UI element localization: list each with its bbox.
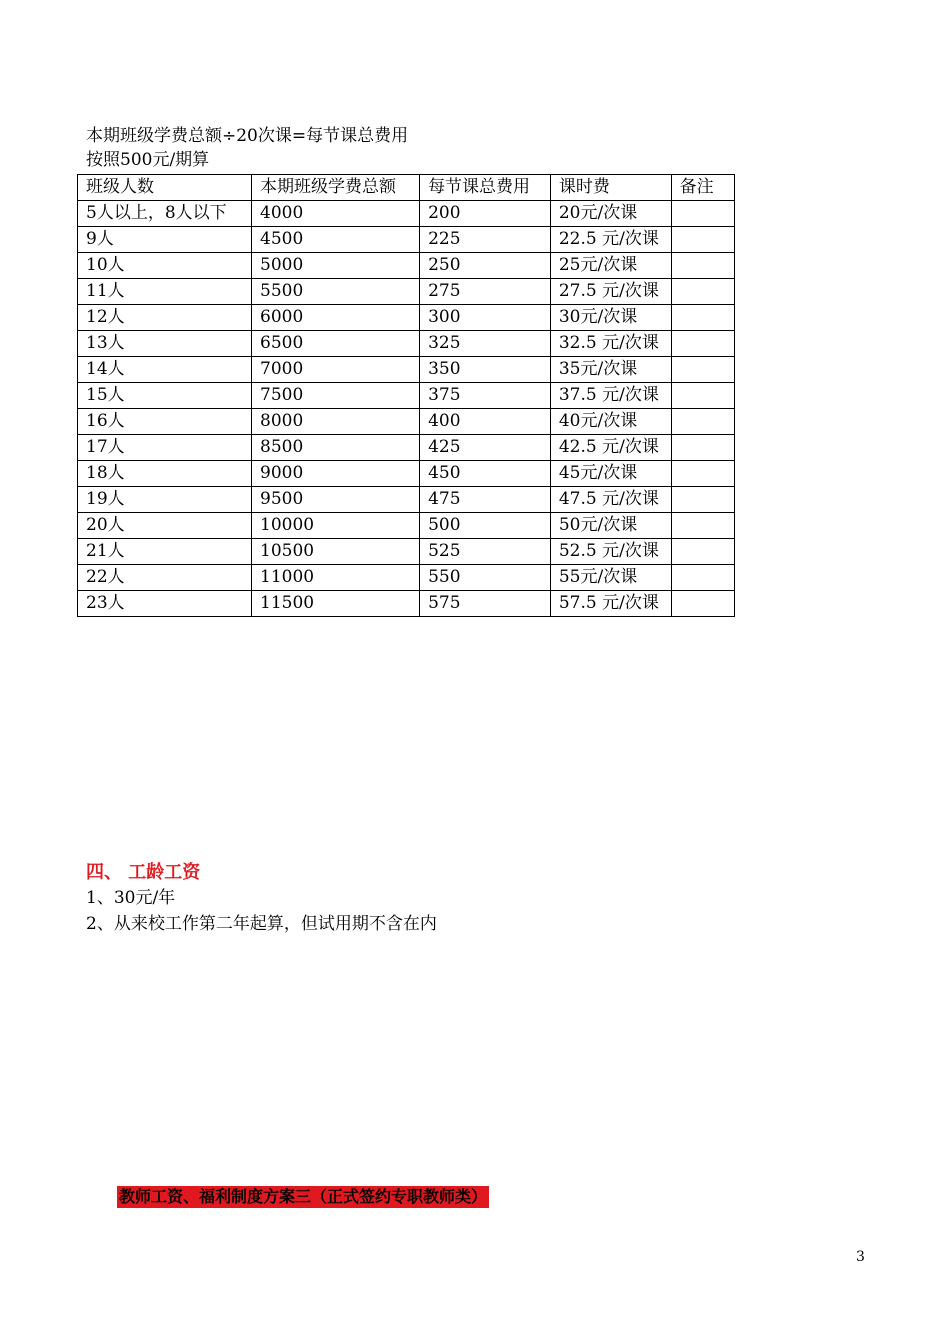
cell-per-lesson-total: 375 bbox=[420, 383, 551, 409]
cell-lesson-fee: 40元/次课 bbox=[550, 409, 671, 435]
cell-per-lesson-total: 575 bbox=[420, 591, 551, 617]
seniority-pay-items bbox=[86, 885, 437, 937]
table-row bbox=[78, 331, 735, 357]
cell-per-lesson-total: 450 bbox=[420, 461, 551, 487]
cell-per-lesson-total: 200 bbox=[420, 201, 551, 227]
cell-lesson-fee: 47.5 元/次课 bbox=[550, 487, 671, 513]
header-lesson-fee: 课时费 bbox=[550, 175, 671, 201]
cell-lesson-fee: 50元/次课 bbox=[550, 513, 671, 539]
cell-total-tuition: 8500 bbox=[252, 435, 420, 461]
cell-remarks bbox=[671, 253, 734, 279]
cell-total-tuition: 10000 bbox=[252, 513, 420, 539]
cell-remarks bbox=[671, 591, 734, 617]
table-row bbox=[78, 539, 735, 565]
cell-class-size: 9人 bbox=[78, 227, 252, 253]
table-row bbox=[78, 357, 735, 383]
cell-remarks bbox=[671, 383, 734, 409]
cell-lesson-fee: 22.5 元/次课 bbox=[550, 227, 671, 253]
page-number: 3 bbox=[856, 1249, 865, 1265]
cell-per-lesson-total: 300 bbox=[420, 305, 551, 331]
cell-total-tuition: 8000 bbox=[252, 409, 420, 435]
header-total-tuition: 本期班级学费总额 bbox=[252, 175, 420, 201]
cell-total-tuition: 11000 bbox=[252, 565, 420, 591]
cell-lesson-fee: 35元/次课 bbox=[550, 357, 671, 383]
cell-per-lesson-total: 400 bbox=[420, 409, 551, 435]
cell-class-size: 11人 bbox=[78, 279, 252, 305]
cell-per-lesson-total: 425 bbox=[420, 435, 551, 461]
cell-total-tuition: 11500 bbox=[252, 591, 420, 617]
cell-class-size: 13人 bbox=[78, 331, 252, 357]
table-row bbox=[78, 513, 735, 539]
table-row bbox=[78, 435, 735, 461]
cell-remarks bbox=[671, 331, 734, 357]
table-row bbox=[78, 305, 735, 331]
formula-line: 本期班级学费总额÷20次课=每节课总费用 bbox=[86, 126, 409, 146]
cell-lesson-fee: 45元/次课 bbox=[550, 461, 671, 487]
cell-remarks bbox=[671, 409, 734, 435]
section-title-seniority-pay: 四、 工龄工资 bbox=[86, 862, 201, 883]
cell-class-size: 17人 bbox=[78, 435, 252, 461]
cell-per-lesson-total: 250 bbox=[420, 253, 551, 279]
cell-class-size: 16人 bbox=[78, 409, 252, 435]
cell-remarks bbox=[671, 461, 734, 487]
table-row bbox=[78, 591, 735, 617]
cell-class-size: 5人以上，8人以下 bbox=[78, 201, 252, 227]
cell-per-lesson-total: 225 bbox=[420, 227, 551, 253]
table-row bbox=[78, 461, 735, 487]
cell-remarks bbox=[671, 227, 734, 253]
cell-total-tuition: 5000 bbox=[252, 253, 420, 279]
cell-per-lesson-total: 275 bbox=[420, 279, 551, 305]
cell-class-size: 20人 bbox=[78, 513, 252, 539]
cell-total-tuition: 9000 bbox=[252, 461, 420, 487]
cell-class-size: 19人 bbox=[78, 487, 252, 513]
table-row bbox=[78, 227, 735, 253]
cell-total-tuition: 5500 bbox=[252, 279, 420, 305]
header-class-size: 班级人数 bbox=[78, 175, 252, 201]
cell-class-size: 12人 bbox=[78, 305, 252, 331]
cell-total-tuition: 4500 bbox=[252, 227, 420, 253]
cell-per-lesson-total: 475 bbox=[420, 487, 551, 513]
cell-class-size: 18人 bbox=[78, 461, 252, 487]
cell-per-lesson-total: 525 bbox=[420, 539, 551, 565]
cell-lesson-fee: 42.5 元/次课 bbox=[550, 435, 671, 461]
cell-class-size: 21人 bbox=[78, 539, 252, 565]
cell-lesson-fee: 37.5 元/次课 bbox=[550, 383, 671, 409]
cell-remarks bbox=[671, 435, 734, 461]
cell-per-lesson-total: 350 bbox=[420, 357, 551, 383]
cell-remarks bbox=[671, 513, 734, 539]
list-item: 1、30元/年 bbox=[86, 888, 176, 908]
cell-lesson-fee: 57.5 元/次课 bbox=[550, 591, 671, 617]
table-row bbox=[78, 487, 735, 513]
cell-remarks bbox=[671, 279, 734, 305]
cell-total-tuition: 6500 bbox=[252, 331, 420, 357]
cell-lesson-fee: 27.5 元/次课 bbox=[550, 279, 671, 305]
cell-remarks bbox=[671, 487, 734, 513]
cell-class-size: 10人 bbox=[78, 253, 252, 279]
basis-line: 按照500元/期算 bbox=[86, 150, 210, 170]
cell-total-tuition: 7500 bbox=[252, 383, 420, 409]
cell-class-size: 15人 bbox=[78, 383, 252, 409]
list-item: 2、从来校工作第二年起算，但试用期不含在内 bbox=[86, 914, 437, 934]
cell-lesson-fee: 25元/次课 bbox=[550, 253, 671, 279]
cell-class-size: 14人 bbox=[78, 357, 252, 383]
table-row bbox=[78, 409, 735, 435]
cell-lesson-fee: 32.5 元/次课 bbox=[550, 331, 671, 357]
table-row bbox=[78, 201, 735, 227]
table-row bbox=[78, 383, 735, 409]
cell-total-tuition: 9500 bbox=[252, 487, 420, 513]
table-row bbox=[78, 565, 735, 591]
cell-per-lesson-total: 500 bbox=[420, 513, 551, 539]
cell-remarks bbox=[671, 305, 734, 331]
table-header-row bbox=[78, 175, 735, 201]
header-per-lesson-total: 每节课总费用 bbox=[420, 175, 551, 201]
table-row bbox=[78, 279, 735, 305]
cell-per-lesson-total: 550 bbox=[420, 565, 551, 591]
cell-class-size: 23人 bbox=[78, 591, 252, 617]
cell-remarks bbox=[671, 357, 734, 383]
cell-remarks bbox=[671, 201, 734, 227]
cell-total-tuition: 7000 bbox=[252, 357, 420, 383]
plan-heading-banner: 教师工资、福利制度方案三（正式签约专职教师类） bbox=[119, 1187, 488, 1206]
cell-class-size: 22人 bbox=[78, 565, 252, 591]
table-row bbox=[78, 253, 735, 279]
cell-lesson-fee: 52.5 元/次课 bbox=[550, 539, 671, 565]
cell-total-tuition: 6000 bbox=[252, 305, 420, 331]
cell-lesson-fee: 30元/次课 bbox=[550, 305, 671, 331]
cell-lesson-fee: 55元/次课 bbox=[550, 565, 671, 591]
cell-total-tuition: 10500 bbox=[252, 539, 420, 565]
header-remarks: 备注 bbox=[671, 175, 734, 201]
fee-table bbox=[77, 174, 735, 617]
cell-total-tuition: 4000 bbox=[252, 201, 420, 227]
cell-remarks bbox=[671, 565, 734, 591]
intro-text bbox=[86, 124, 408, 172]
cell-lesson-fee: 20元/次课 bbox=[550, 201, 671, 227]
cell-remarks bbox=[671, 539, 734, 565]
cell-per-lesson-total: 325 bbox=[420, 331, 551, 357]
